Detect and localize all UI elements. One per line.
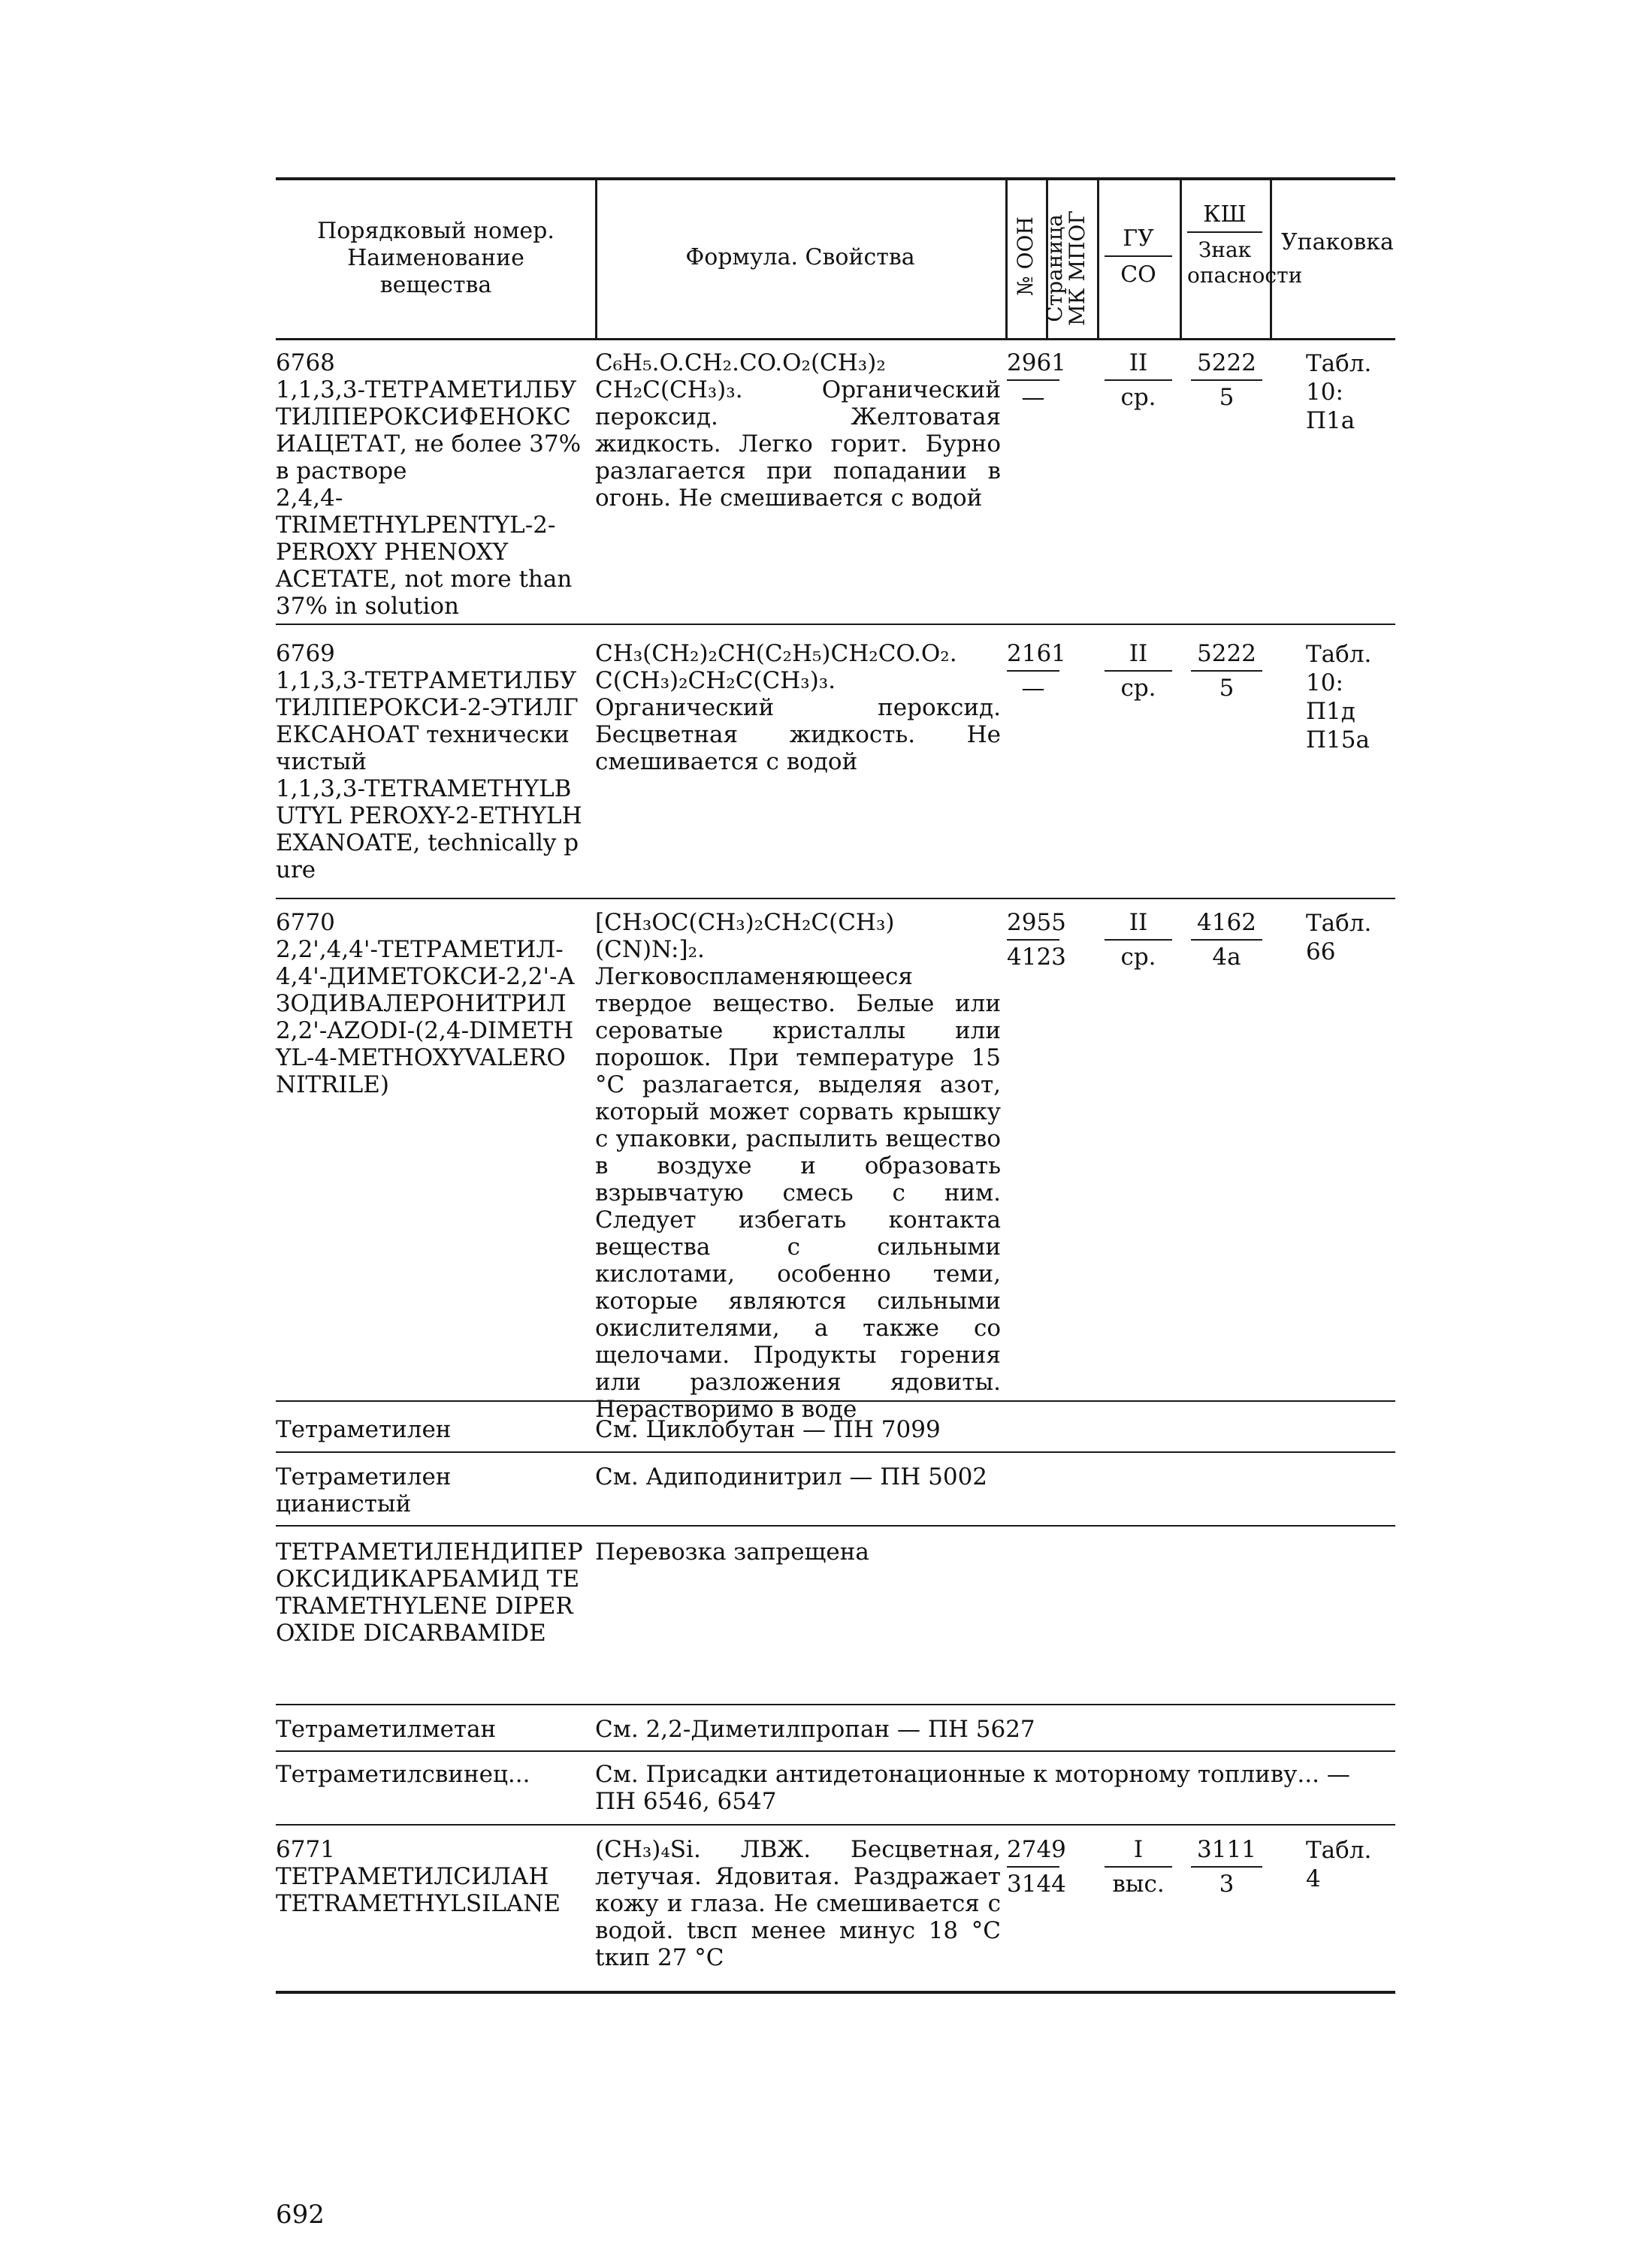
co-value: ср. — [1120, 384, 1156, 411]
entry-name-en: 2,2'-AZODI-(2,4-DIMETHYL-4-METHOXYVALERONITRILE) — [276, 1017, 574, 1098]
ksh-sign-fraction — [1191, 909, 1262, 971]
entry-name-cell — [276, 640, 584, 883]
ref-name: Тетраметилсвинец... — [276, 1761, 530, 1788]
mk-page: 3144 — [1007, 1871, 1066, 1898]
ref-text: См. Адиподинитрил — ПН 5002 — [595, 1463, 988, 1490]
oon-page-fraction — [1007, 640, 1066, 702]
entry-name-ru: 1,1,3,3-ТЕТРАМЕТИЛБУТИЛПЕРОКСИ-2-ЭТИЛГЕКСАНОАТ технически чистый — [276, 667, 579, 775]
co-value: ср. — [1120, 675, 1156, 702]
entry-name-cell — [276, 909, 584, 1098]
ksh-value: 5222 — [1191, 640, 1262, 672]
entry-number: 6768 — [276, 349, 335, 376]
hazard-sign-value: 5 — [1219, 384, 1235, 411]
ref-name: Тетраметилен — [276, 1416, 452, 1443]
pack-value: Табл. 10: П1а — [1306, 350, 1372, 434]
mk-page: — — [1021, 384, 1045, 411]
gu-co-fraction — [1105, 1836, 1172, 1898]
co-value: ср. — [1120, 944, 1156, 971]
header-formula-column: Формула. Свойства — [685, 244, 915, 270]
hazard-sign-value: 4а — [1212, 944, 1241, 971]
header-page-column: Страница МК МПОГ — [1042, 210, 1089, 326]
ref-name: ТЕТРАМЕТИЛЕНДИПЕРОКСИДИКАРБАМИД TETRAMETHYLENE DIPEROXIDE DICARBAMIDE — [276, 1539, 583, 1647]
header-oon-column: № ООН — [1013, 216, 1038, 296]
co-value: выс. — [1112, 1871, 1165, 1898]
mk-page: 4123 — [1007, 944, 1066, 971]
oon-number: 2955 — [1007, 909, 1059, 941]
header-pack: Упаковка — [1281, 229, 1394, 255]
pack-value: Табл. 66 — [1306, 910, 1372, 965]
entry-name-cell — [276, 349, 584, 620]
entry-formula: [CH₃OC(CH₃)₂CH₂C(CH₃)(CN)N:]₂. Легковоспламеняющееся твердое вещество. Белые или сероватые кристаллы или порошок. При температуре 15 °С разлагается, выделяя азот, который может сорвать крышку с упаковки, распылить вещество в воздухе и образовать взрывчатую смесь с ним. Следует избегать контакта вещества с сильными кислотами, особенно теми, которые являются сильными окислителями, а также со щелочами. Продукты горения или разложения ядовиты. Нерастворимо в воде — [595, 909, 1001, 1423]
entry-name-en: 1,1,3,3-TETRAMETHYLBUTYL PEROXY-2-ETHYLHEXANOATE, technically pure — [276, 775, 582, 883]
ksh-value: 5222 — [1191, 349, 1262, 381]
gu-value: I — [1105, 1836, 1172, 1868]
oon-page-fraction — [1007, 909, 1066, 971]
entry-name-en: TETRAMETHYLSILANE — [276, 1890, 561, 1917]
header-bottom-rule — [276, 338, 1395, 340]
ref-text: См. Циклобутан — ПН 7099 — [595, 1416, 941, 1443]
gu-co-fraction — [1105, 909, 1172, 971]
oon-number: 2749 — [1007, 1836, 1059, 1868]
hazard-sign-value: 5 — [1219, 675, 1235, 702]
entry-name-ru: 1,1,3,3-ТЕТРАМЕТИЛБУТИЛПЕРОКСИФЕНОКСИАЦЕТАТ, не более 37% в растворе — [276, 376, 582, 485]
header-ksh: КШ — [1203, 201, 1247, 228]
entry-formula: C₆H₅.O.CH₂.CO.O₂(CH₃)₂ CH₂C(CH₃)₃. Органический пероксид. Желтоватая жидкость. Легко горит. Бурно разлагается при попадании в огонь. Не смешивается с водой — [595, 349, 1001, 512]
page-number: 692 — [276, 2200, 325, 2230]
entry-number: 6771 — [276, 1836, 335, 1863]
header-ksh-rule — [1187, 231, 1262, 233]
entry-formula: CH₃(CH₂)₂CH(C₂H₅)CH₂CO.O₂. C(CH₃)₂CH₂C(CH₃)₃. Органический пероксид. Бесцветная жидкость. Не смешивается с водой — [595, 640, 1001, 775]
header-hazard-sign: Знак опасности — [1187, 237, 1303, 288]
entry-name-ru: 2,2',4,4'-ТЕТРАМЕТИЛ-4,4'-ДИМЕТОКСИ-2,2'-АЗОДИВАЛЕРОНИТРИЛ — [276, 936, 575, 1017]
header-gu: ГУ — [1123, 225, 1154, 252]
oon-number: 2961 — [1007, 349, 1059, 381]
header-divider — [595, 177, 597, 338]
entry-divider — [276, 1525, 1395, 1527]
header-divider — [1180, 177, 1182, 338]
header-co: СО — [1120, 261, 1156, 288]
entry-formula: (CH₃)₄Si. ЛВЖ. Бесцветная, летучая. Ядовитая. Раздражает кожу и глаза. Не смешивается с водой. tвсп менее минус 18 °С tкип 27 °С — [595, 1836, 1001, 1971]
entry-divider — [276, 1451, 1395, 1453]
gu-value: II — [1105, 909, 1172, 941]
entry-divider — [276, 624, 1395, 625]
oon-page-fraction — [1007, 1836, 1066, 1898]
gu-value: II — [1105, 640, 1172, 672]
pack-value: Табл. 10: П1д П15а — [1306, 641, 1372, 753]
entry-divider — [276, 1824, 1395, 1826]
ref-text: Перевозка запрещена — [595, 1539, 869, 1566]
oon-number: 2161 — [1007, 640, 1059, 672]
entry-name-en: 2,4,4-TRIMETHYLPENTYL-2-PEROXY PHENOXY ACETATE, not more than 37% in solution — [276, 485, 573, 620]
gu-value: II — [1105, 349, 1172, 381]
mk-page: — — [1021, 675, 1045, 702]
header-name-column: Порядковый номер. Наименование вещества — [317, 218, 555, 298]
entry-name-cell — [276, 1836, 584, 1917]
header-divider — [1097, 177, 1099, 338]
ksh-value: 4162 — [1191, 909, 1262, 941]
header-gu-rule — [1105, 255, 1172, 257]
gu-co-fraction — [1105, 640, 1172, 702]
ksh-sign-fraction — [1191, 349, 1262, 411]
entry-number: 6769 — [276, 640, 335, 667]
entry-name-ru: ТЕТРАМЕТИЛСИЛАН — [276, 1863, 549, 1890]
entry-divider — [276, 1704, 1395, 1705]
ksh-sign-fraction — [1191, 640, 1262, 702]
ref-name: Тетраметилметан — [276, 1716, 497, 1743]
ref-text: См. Присадки антидетонационные к моторному топливу... — ПН 6546, 6547 — [595, 1761, 1350, 1815]
entry-divider — [276, 1750, 1395, 1752]
entry-divider — [276, 898, 1395, 899]
header-divider — [1270, 177, 1272, 338]
table-bottom-rule — [276, 1991, 1395, 1994]
ksh-sign-fraction — [1191, 1836, 1262, 1898]
ref-name: Тетраметилен цианистый — [276, 1463, 452, 1518]
table-top-rule — [276, 177, 1395, 180]
ref-text: См. 2,2-Диметилпропан — ПН 5627 — [595, 1716, 1035, 1743]
oon-page-fraction — [1007, 349, 1066, 411]
hazard-sign-value: 3 — [1219, 1871, 1235, 1898]
header-divider — [1005, 177, 1008, 338]
entry-divider — [276, 1400, 1395, 1402]
ksh-value: 3111 — [1191, 1836, 1262, 1868]
entry-number: 6770 — [276, 909, 335, 936]
pack-value: Табл. 4 — [1306, 1837, 1372, 1892]
gu-co-fraction — [1105, 349, 1172, 411]
